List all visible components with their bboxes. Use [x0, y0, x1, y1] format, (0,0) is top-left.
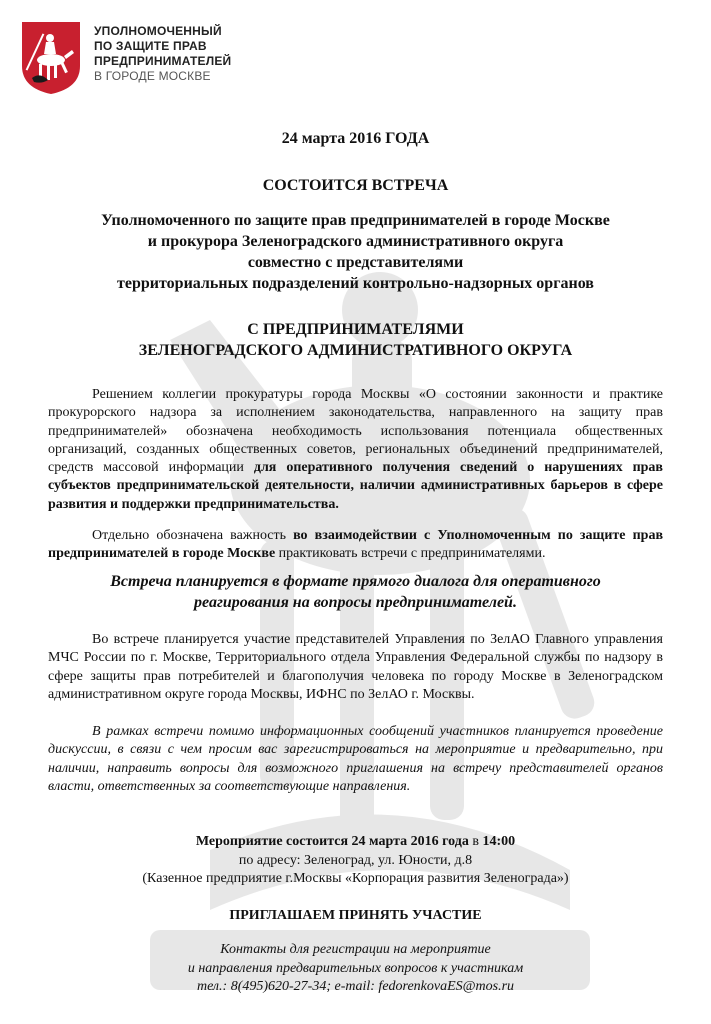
event-venue: (Казенное предприятие г.Москвы «Корпорация развития Зеленограда»)	[142, 871, 569, 886]
title-entrepreneurs	[48, 319, 663, 361]
org-name	[94, 24, 231, 84]
invite-heading: ПРИГЛАШАЕМ ПРИНЯТЬ УЧАСТИЕ	[229, 908, 482, 923]
contacts-phone-email: тел.: 8(495)620-27-34; e-mail: fedorenkovaES@mos.ru	[196, 979, 515, 994]
title2-line: С ПРЕДПРИНИМАТЕЛЯМИ	[247, 321, 464, 338]
format-heading	[48, 571, 663, 613]
subtitle-line: территориальных подразделений контрольно-надзорных органов	[117, 275, 594, 292]
contacts	[48, 941, 663, 997]
subtitle-line: Уполномоченного по защите прав предпринимателей в городе Москве	[101, 212, 610, 229]
event-address: по адресу: Зеленоград, ул. Юности, д.8	[238, 852, 473, 868]
event-date-bold: Мероприятие состоится 24 марта 2016 года	[195, 834, 469, 849]
event-mid: в	[468, 834, 483, 849]
p2-start: Отдельно обозначена важность	[92, 528, 294, 543]
paragraph-participants	[48, 631, 663, 704]
p1-text: Решением коллегии прокуратуры города Москвы «О состоянии законности и практике прокурорского надзора за исполнением законодательства, направленного на защиту прав предпринимателей» обозначена необходимость использования потенциала общественных организаций, созданных общественных советов, региональных объединений предпринимателей, средств массовой информации	[48, 387, 663, 476]
event-details	[48, 833, 663, 889]
p1-bold: для оперативного получения сведений о нарушениях прав субъектов предпринимательской деятельности, наличии административных барьеров в сфере развития и поддержки предпринимательства	[48, 460, 663, 512]
contacts-line: и направления предварительных вопросов к участникам	[187, 960, 524, 976]
event-time-line	[48, 833, 663, 852]
format-heading-line: реагирования на вопросы предпринимателей.	[194, 594, 517, 611]
title-meeting: СОСТОИТСЯ ВСТРЕЧА	[262, 177, 449, 194]
paragraph-discussion	[48, 723, 663, 796]
subtitle-line: и прокурора Зеленоградского административного округа	[147, 233, 564, 250]
contacts-line: Контакты для регистрации на мероприятие	[220, 942, 491, 957]
p2-bold: во взаимодействии с Уполномоченным по защите прав предпринимателей в городе Москве	[48, 528, 664, 562]
p2-end: практиковать встречи с предпринимателями.	[275, 546, 546, 562]
paragraph-decision	[48, 386, 663, 514]
format-heading-line: Встреча планируется в формате прямого диалога для оперативного	[110, 573, 601, 590]
paragraph-importance	[48, 527, 663, 564]
org-line: ПРЕДПРИНИМАТЕЛЕЙ	[94, 54, 232, 68]
org-line: ПО ЗАЩИТЕ ПРАВ	[94, 39, 207, 53]
subtitle	[48, 210, 663, 294]
org-line: УПОЛНОМОЧЕННЫЙ	[94, 24, 222, 38]
p1-end: .	[335, 496, 339, 512]
subtitle-line: совместно с представителями	[247, 254, 464, 271]
header	[20, 20, 231, 96]
p3-text: Во встрече планируется участие представителей Управления по ЗелАО Главного управления МЧС России по г. Москве, Территориального отдела Управления Федеральной службы по надзору в сфере защиты прав потребителей и благополучия человека по городу Москве в Зеленоградском административном округе города Москвы, ИФНС по ЗелАО г. Москвы.	[48, 632, 663, 702]
event-time-bold: 14:00	[482, 834, 516, 849]
event-date: 24 марта 2016 ГОДА	[281, 130, 430, 147]
p4-text: В рамках встречи помимо информационных сообщений участников планируется проведение дискуссии, в связи с чем просим вас зарегистрироваться на мероприятие и предварительно, при наличии, направить вопросы для возможного приглашения на встречу представителей органов власти, ответственных за соответствующие направления.	[48, 724, 663, 794]
moscow-coat-of-arms-icon	[20, 20, 82, 96]
title2-line: ЗЕЛЕНОГРАДСКОГО АДМИНИСТРАТИВНОГО ОКРУГА	[138, 342, 573, 359]
org-line-city: В ГОРОДЕ МОСКВЕ	[94, 69, 211, 83]
